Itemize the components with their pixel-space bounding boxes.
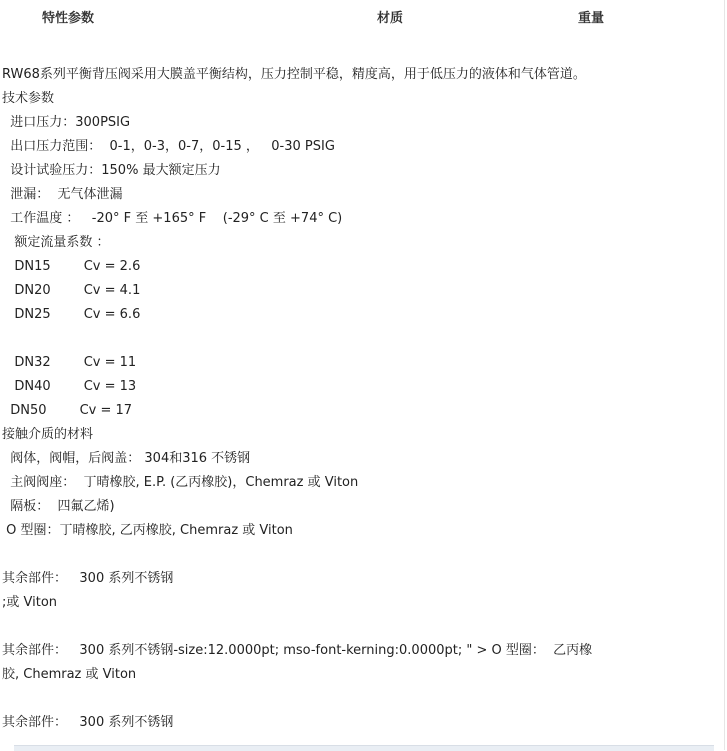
material-line-diaphragm: 隔板： 四氟乙烯) (2, 499, 115, 514)
flow-row-dn25: DN25 Cv = 6.6 (2, 307, 141, 322)
spec-line-temperature: 工作温度 ： -20° F 至 +165° F (-29° C 至 +74° C) (2, 211, 343, 226)
material-line-other-parts: 其余部件： 300 系列不锈钢 (2, 571, 174, 586)
material-line-o-ring: O 型圈：丁晴橡胶, 乙丙橡胶, Chemraz 或 Viton (2, 523, 293, 538)
flow-row-dn40: DN40 Cv = 13 (2, 379, 137, 394)
material-line-continuation: 胶, Chemraz 或 Viton (2, 667, 137, 682)
flow-row-dn32: DN32 Cv = 11 (2, 355, 137, 370)
flow-row-dn50: DN50 Cv = 17 (2, 403, 133, 418)
material-line-or-viton: ;或 Viton (2, 595, 58, 610)
bottom-scrollbar-track[interactable] (14, 745, 714, 751)
header-weight: 重量 (578, 11, 605, 26)
spec-line-outlet-range: 出口压力范围： 0-1，0-3，0-7，0-15 ， 0-30 PSIG (2, 139, 335, 154)
header-spec-params: 特性参数 (42, 11, 95, 26)
description-text: RW68系列平衡背压阀采用大膜盖平衡结构，压力控制平稳，精度高，用于低压力的液体和气体管道。 (2, 67, 586, 82)
material-line-body: 阀体，阀帽，后阀盖： 304和316 不锈钢 (2, 451, 251, 466)
spec-line-flow-coefficient: 额定流量系数 ： (2, 235, 110, 250)
flow-row-dn15: DN15 Cv = 2.6 (2, 259, 141, 274)
right-border-divider (724, 0, 725, 750)
header-material: 材质 (377, 11, 404, 26)
flow-row-dn20: DN20 Cv = 4.1 (2, 283, 141, 298)
spec-line-test-pressure: 设计试验压力：150% 最大额定压力 (2, 163, 221, 178)
material-line-other-parts-final: 其余部件： 300 系列不锈钢 (2, 715, 174, 730)
spec-line-inlet-pressure: 进口压力：300PSIG (2, 115, 131, 130)
section-heading-materials: 接触介质的材料 (2, 427, 94, 442)
material-line-other-parts-broken: 其余部件： 300 系列不锈钢-size:12.0000pt; mso-font-kerning:0.0000pt; " > O 型圈： 乙丙橡 (2, 643, 593, 658)
material-line-seat: 主阀阀座： 丁晴橡胶, E.P. (乙丙橡胶)，Chemraz 或 Viton (2, 475, 359, 490)
spec-line-leakage: 泄漏： 无气体泄漏 (2, 187, 123, 202)
section-heading-tech-params: 技术参数 (2, 91, 55, 106)
table-header-row (0, 0, 727, 30)
